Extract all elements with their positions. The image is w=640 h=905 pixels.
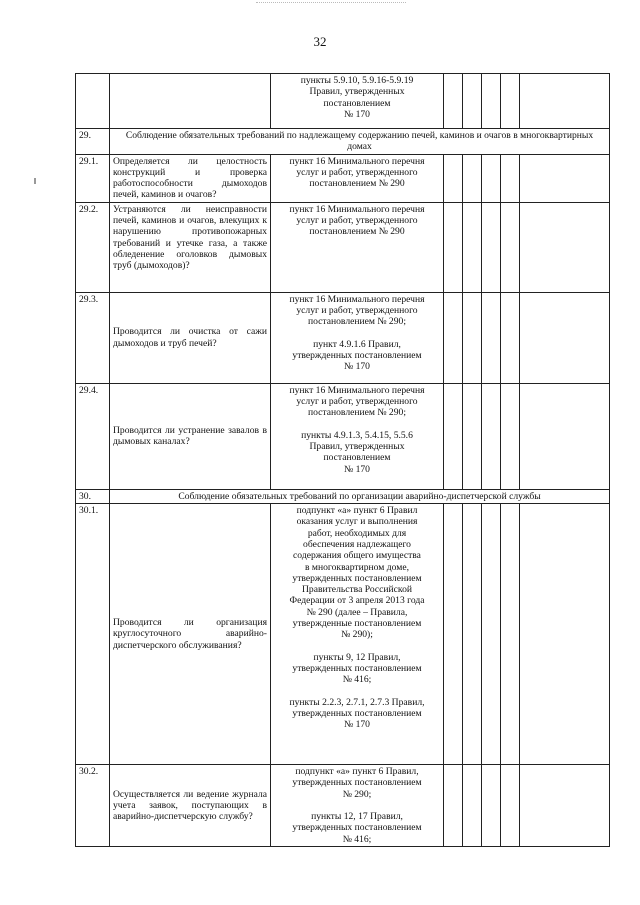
answer-cell[interactable] <box>482 202 501 292</box>
note-cell[interactable] <box>520 383 610 489</box>
answer-cell[interactable] <box>501 504 520 765</box>
note-cell[interactable] <box>520 154 610 202</box>
legal-basis-line: постановлением № 290 <box>309 226 405 238</box>
legal-basis-line: № 170 <box>344 463 370 475</box>
legal-basis-line: услуг и работ, утвержденного <box>296 215 418 227</box>
answer-cell[interactable] <box>463 504 482 765</box>
answer-cell[interactable] <box>501 202 520 292</box>
item-row <box>76 504 610 765</box>
answer-cell[interactable] <box>463 154 482 202</box>
legal-basis <box>271 504 444 765</box>
legal-basis-line: утвержденные постановлением <box>292 618 422 630</box>
question-text <box>110 74 271 129</box>
legal-basis-line: утвержденных постановлением <box>292 662 422 674</box>
legal-basis-line: утвержденных постановлением <box>292 777 422 789</box>
legal-basis-line <box>274 328 440 339</box>
question-text: Определяется ли целостность конструкций и проверка работоспособности дымоходов печей, каминов и очагов? <box>110 154 271 202</box>
answer-cell[interactable] <box>463 765 482 847</box>
note-cell[interactable] <box>520 74 610 129</box>
answer-cell[interactable] <box>501 292 520 383</box>
legal-basis-line: обеспечения надлежащего <box>303 538 411 550</box>
legal-basis-line: № 290; <box>342 788 372 800</box>
legal-basis-line: пункт 16 Минимального перечня <box>289 203 425 215</box>
legal-basis <box>271 765 444 847</box>
answer-cell[interactable] <box>482 765 501 847</box>
legal-basis-line: подпункт «а» пункт 6 Правил <box>296 505 418 517</box>
item-row <box>76 765 610 847</box>
note-cell[interactable] <box>520 765 610 847</box>
note-cell[interactable] <box>520 292 610 383</box>
legal-basis-line: в многоквартирном доме, <box>305 561 409 573</box>
legal-basis-line: пункты 5.9.10, 5.9.16-5.9.19 <box>300 75 414 86</box>
legal-basis-line: услуг и работ, утвержденного <box>296 305 418 317</box>
row-number <box>76 74 110 129</box>
answer-cell[interactable] <box>501 765 520 847</box>
legal-basis-line: пункт 4.9.1.6 Правил, <box>313 338 401 350</box>
item-row <box>76 292 610 383</box>
legal-basis-line: пункты 12, 17 Правил, <box>311 810 403 822</box>
legal-basis-line: услуг и работ, утвержденного <box>296 396 418 408</box>
note-cell[interactable] <box>520 504 610 765</box>
legal-basis-line: № 170 <box>344 361 370 373</box>
answer-cell[interactable] <box>444 292 463 383</box>
section-title: Соблюдение обязательных требований по организации аварийно-диспетчерской службы <box>110 489 610 503</box>
row-number: 29. <box>76 129 110 155</box>
legal-basis-line: утвержденных постановлением <box>292 822 422 834</box>
legal-basis-line: № 170 <box>344 108 370 120</box>
question-text: Устраняются ли неисправности печей, каминов и очагов, влекущих к нарушению противопожарных требований и утечке газа, а также обледенение оголовков дымовых труб (дымоходов)? <box>110 202 271 292</box>
legal-basis-line: постановлением <box>323 452 391 464</box>
note-cell[interactable] <box>520 202 610 292</box>
row-number: 29.2. <box>76 202 110 292</box>
legal-basis-line <box>274 641 440 652</box>
answer-cell[interactable] <box>444 154 463 202</box>
legal-basis-line <box>274 800 440 811</box>
legal-basis-line <box>274 419 440 430</box>
checklist-table <box>75 73 610 847</box>
row-number: 29.4. <box>76 383 110 489</box>
row-number: 30.1. <box>76 504 110 765</box>
legal-basis-line: пункты 4.9.1.3, 5.4.15, 5.5.6 <box>301 429 413 441</box>
question-text: Проводится ли устранение завалов в дымовых каналах? <box>110 383 271 489</box>
legal-basis-line: № 416; <box>342 833 372 845</box>
legal-basis-line: № 290); <box>341 629 373 641</box>
legal-basis-line: Федерации от 3 апреля 2013 года <box>289 595 425 607</box>
answer-cell[interactable] <box>482 154 501 202</box>
legal-basis-line: услуг и работ, утвержденного <box>296 166 418 178</box>
answer-cell[interactable] <box>501 154 520 202</box>
legal-basis-line: работ, необходимых для <box>307 527 407 539</box>
legal-basis <box>271 74 444 129</box>
legal-basis-line: Правительства Российской <box>301 584 413 596</box>
legal-basis-line: постановлением <box>323 97 391 109</box>
row-number: 29.3. <box>76 292 110 383</box>
row-number: 29.1. <box>76 154 110 202</box>
legal-basis-line: подпункт «а» пункт 6 Правил, <box>295 766 419 778</box>
legal-basis-line: № 416; <box>342 674 372 686</box>
legal-basis-line: оказания услуг и выполнения <box>296 516 418 528</box>
legal-basis-line: № 290 (далее – Правила, <box>306 606 408 618</box>
answer-cell[interactable] <box>501 74 520 129</box>
answer-cell[interactable] <box>444 504 463 765</box>
item-row <box>76 383 610 489</box>
answer-cell[interactable] <box>501 383 520 489</box>
scan-artifact <box>256 2 406 7</box>
section-row <box>76 489 610 503</box>
legal-basis-line: Правил, утвержденных <box>309 86 405 98</box>
answer-cell[interactable] <box>444 765 463 847</box>
answer-cell[interactable] <box>463 292 482 383</box>
answer-cell[interactable] <box>463 202 482 292</box>
legal-basis <box>271 383 444 489</box>
legal-basis-line: постановлением № 290 <box>309 178 405 190</box>
legal-basis-line: № 170 <box>344 719 370 731</box>
question-text: Проводится ли очистка от сажи дымоходов и труб печей? <box>110 292 271 383</box>
legal-basis <box>271 292 444 383</box>
answer-cell[interactable] <box>463 383 482 489</box>
legal-basis-line: постановлением № 290; <box>308 316 406 328</box>
item-row <box>76 202 610 292</box>
section-row <box>76 129 610 155</box>
answer-cell[interactable] <box>444 74 463 129</box>
item-row <box>76 154 610 202</box>
checklist-body <box>76 74 610 847</box>
legal-basis-line: пункт 16 Минимального перечня <box>289 155 425 167</box>
margin-mark <box>34 178 36 184</box>
answer-cell[interactable] <box>482 504 501 765</box>
answer-cell[interactable] <box>444 383 463 489</box>
question-text: Проводится ли организация круглосуточного аварийно-диспетчерского обслуживания? <box>110 504 271 765</box>
legal-basis-line: пункты 2.2.3, 2.7.1, 2.7.3 Правил, <box>289 696 425 708</box>
legal-basis <box>271 154 444 202</box>
legal-basis-line <box>274 686 440 697</box>
legal-basis-line: утвержденных постановлением <box>292 707 422 719</box>
answer-cell[interactable] <box>482 74 501 129</box>
answer-cell[interactable] <box>482 292 501 383</box>
legal-basis-line: утвержденных постановлением <box>292 572 422 584</box>
legal-basis-line: Правил, утвержденных <box>309 440 405 452</box>
answer-cell[interactable] <box>463 74 482 129</box>
legal-basis-line: пункт 16 Минимального перечня <box>289 384 425 396</box>
legal-basis-line: пункты 9, 12 Правил, <box>313 651 401 663</box>
legal-basis <box>271 202 444 292</box>
legal-basis-line: утвержденных постановлением <box>292 349 422 361</box>
legal-basis-line: постановлением № 290; <box>308 407 406 419</box>
row-number: 30.2. <box>76 765 110 847</box>
answer-cell[interactable] <box>482 383 501 489</box>
question-text: Осуществляется ли ведение журнала учета заявок, поступающих в аварийно-диспетчерскую службу? <box>110 765 271 847</box>
item-row <box>76 74 610 129</box>
answer-cell[interactable] <box>444 202 463 292</box>
section-title: Соблюдение обязательных требований по надлежащему содержанию печей, каминов и очагов в многоквартирных домах <box>110 129 610 155</box>
legal-basis-line: пункт 16 Минимального перечня <box>289 293 425 305</box>
page-number: 32 <box>313 34 327 49</box>
legal-basis-line: содержания общего имущества <box>293 550 421 562</box>
row-number: 30. <box>76 489 110 503</box>
